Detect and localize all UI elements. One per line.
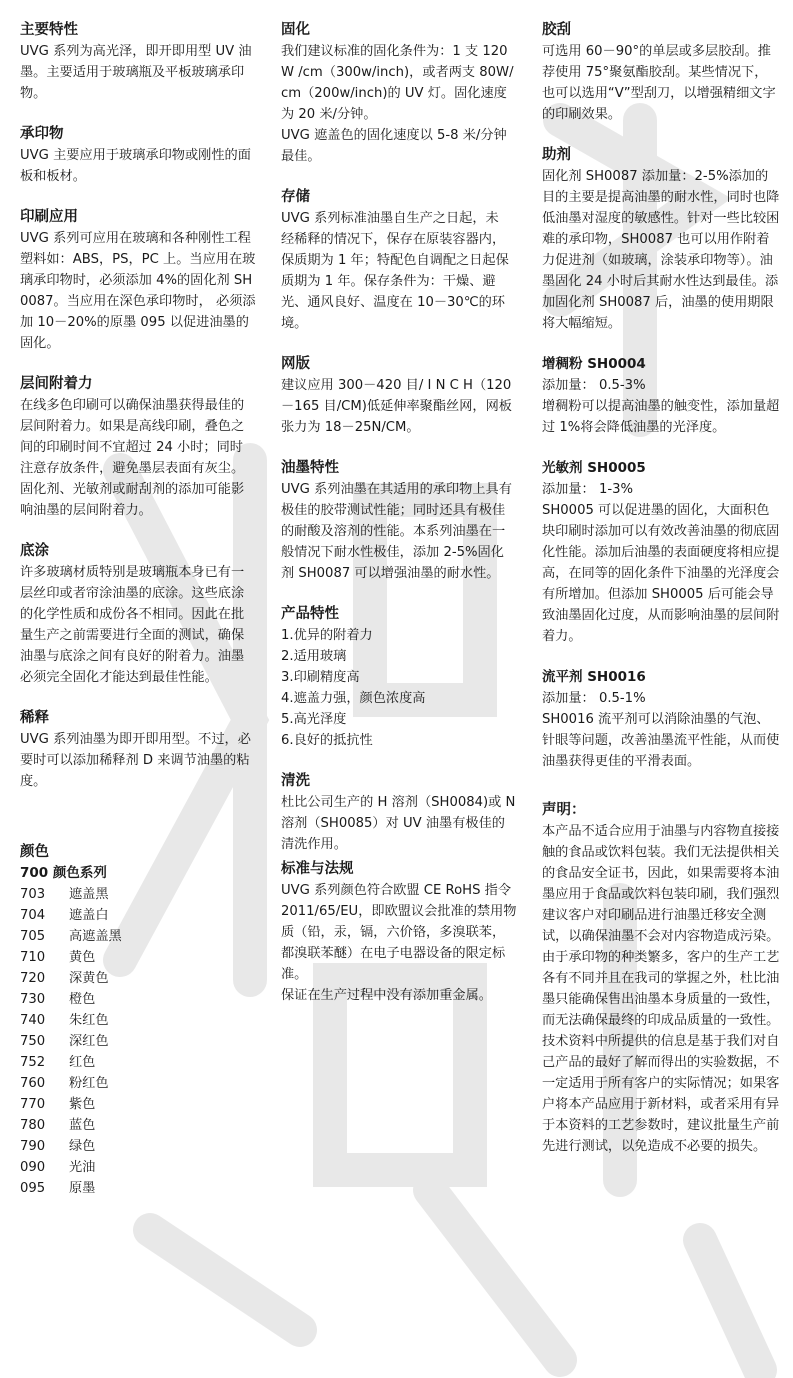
section-text: 由于承印物的种类繁多，客户的生产工艺各有不同并且在我司的掌握之外，杜比油墨只能确保售出油墨本身质量的一致性，而无法确保最终的印成品质量的一致性。技术资料中所提供的信息是基于我们对自己产品的最好了解而得出的实验数据，不一定适用于所有客户的实际情况；如果客户将本产品应用于新材料，或者采用有异于本资料的工艺参数时，建议批量生产前先进行测试，以免造成不必要的损失。: [542, 950, 780, 1154]
section-squeegee: [542, 20, 780, 125]
color-row: [20, 1094, 256, 1115]
section-text: UVG 系列为高光泽，即开即用型 UV 油墨。主要适用于玻璃瓶及平板玻璃承印物。: [20, 44, 252, 101]
section-cleaning: [281, 771, 520, 855]
section-title: 主要特性: [20, 22, 78, 38]
color-name: 深红色: [69, 1034, 109, 1049]
section-title: 助剂: [542, 147, 571, 163]
section-text: UVG 系列颜色符合欧盟 CE RoHS 指令: [281, 883, 512, 898]
color-row: [20, 1157, 256, 1178]
color-code: 770: [20, 1097, 46, 1112]
color-row: [20, 989, 256, 1010]
dosage-text: 添加量： 0.5-1%: [542, 691, 646, 706]
section-substrate: [20, 124, 256, 187]
color-name: 遮盖黑: [69, 887, 109, 902]
section-thickener: [542, 354, 780, 438]
section-title: 稀释: [20, 710, 49, 726]
section-title: 标准与法规: [281, 861, 354, 877]
section-additives: [542, 145, 780, 334]
section-text: 建议应用 300－420 目/ I N C H（120－165 目/CM)低延伸率聚酯丝网，网板张力为 18－25N/CM。: [281, 378, 512, 435]
section-title: 存储: [281, 189, 310, 205]
column-middle: [281, 20, 520, 1026]
color-row: [20, 1073, 256, 1094]
color-row: [20, 1136, 256, 1157]
color-name: 原墨: [69, 1181, 96, 1196]
section-title: 产品特性: [281, 606, 339, 622]
section-title: 胶刮: [542, 22, 571, 38]
color-code: 752: [20, 1055, 46, 1070]
color-series-title: 700 颜色系列: [20, 865, 107, 881]
color-row: [20, 905, 256, 926]
section-colors: [20, 842, 256, 1199]
section-features: [20, 20, 256, 104]
section-title: 印刷应用: [20, 209, 78, 225]
section-adhesion: [20, 374, 256, 521]
color-code: 730: [20, 992, 46, 1007]
section-text: 2011/65/EU，即欧盟议会批准的禁用物质（铅，汞，镉，六价铬，多溴联苯，都溴联苯醚）在电子电器设备的限定标准。: [281, 904, 517, 982]
section-title: 颜色: [20, 844, 49, 860]
section-text: UVG 系列油墨在其适用的承印物上具有极佳的胶带测试性能；同时还具有极佳的耐酸及溶剂的性能。本系列油墨在一般情况下耐水性极佳，添加 2-5%固化剂 SH0087 可以增强油墨的耐水性。: [281, 482, 512, 581]
color-name: 红色: [69, 1055, 96, 1070]
color-name: 光油: [69, 1160, 96, 1175]
dosage-text: 添加量： 1-3%: [542, 482, 634, 497]
color-row: [20, 1052, 256, 1073]
dosage-text: 添加量： 0.5-3%: [542, 378, 646, 393]
color-code: 710: [20, 950, 46, 965]
color-code: 790: [20, 1139, 46, 1154]
section-application: [20, 207, 256, 354]
section-text: SH0016 流平剂可以消除油墨的气泡、针眼等问题，改善油墨流平性能，从而使油墨获得更佳的平滑表面。: [542, 712, 780, 769]
section-text: 我们建议标准的固化条件为：1 支 120W /cm（300w/inch)，或者两支 80W/cm（200w/inch)的 UV 灯。固化速度为 20 米/分钟。: [281, 44, 514, 122]
section-title: 清洗: [281, 773, 310, 789]
section-text: 本产品不适合应用于油墨与内容物直接接触的食品或饮料包装。我们无法提供相关的食品安全证书，因此，如果需要将本油墨应用于食品或饮料包装印刷，我们强烈建议客户对印刷品进行油墨迁移安全测试，以确保油墨不会对内容物造成污染。: [542, 824, 780, 944]
section-text: 许多玻璃材质特别是玻璃瓶本身已有一层丝印或者帘涂油墨的底涂。这些底涂的化学性质和成份各不相同。因此在批量生产之前需要进行全面的测试，确保油墨与底涂之间有良好的附着力。油墨必须完全固化才能达到最佳性能。: [20, 565, 245, 685]
color-row: [20, 1010, 256, 1031]
section-photoinitiator: [542, 458, 780, 647]
section-mesh: [281, 354, 517, 438]
color-name: 绿色: [69, 1139, 96, 1154]
color-code: 720: [20, 971, 46, 986]
color-row: [20, 968, 256, 989]
section-title: 油墨特性: [281, 460, 339, 476]
section-text: UVG 系列油墨为即开即用型。不过，必要时可以添加稀释剂 D 来调节油墨的粘度。: [20, 732, 251, 789]
section-leveling: [542, 667, 780, 772]
section-title: 层间附着力: [20, 376, 93, 392]
color-row: [20, 947, 256, 968]
color-code: 750: [20, 1034, 46, 1049]
column-right: [542, 20, 780, 1177]
color-name: 橙色: [69, 992, 96, 1007]
section-text: UVG 系列标准油墨自生产之日起，未 经稀释的情况下，保存在原装容器内，保质期为 1 年；特配色自调配之日起保质期为 1 年。保存条件为：干燥、避光、通风良好、温度在 10－30℃的环境。: [281, 211, 509, 331]
section-title: 光敏剂 SH0005: [542, 460, 646, 476]
color-name: 朱红色: [69, 1013, 109, 1028]
section-text: 增稠粉可以提高油墨的触变性，添加量超过 1%将会降低油墨的光泽度。: [542, 399, 780, 435]
list-item: 3.印刷精度高: [281, 670, 360, 685]
section-title: 承印物: [20, 126, 64, 142]
color-code: 740: [20, 1013, 46, 1028]
color-name: 深黄色: [69, 971, 109, 986]
color-code: 705: [20, 929, 46, 944]
section-disclaimer: [542, 800, 780, 1157]
section-text: 在线多色印刷可以确保油墨获得最佳的层间附着力。如果是高线印刷，叠色之间的印刷时间不宜超过 24 小时；同时注意存放条件，避免墨层表面有灰尘。固化剂、光敏剂或耐刮剂的添加可能影响油墨的层间附着力。: [20, 398, 245, 518]
section-text: 保证在生产过程中没有添加重金属。: [281, 988, 492, 1003]
color-name: 黄色: [69, 950, 96, 965]
section-text: 杜比公司生产的 H 溶剂（SH0084)或 N 溶剂（SH0085）对 UV 油墨有极佳的清洗作用。: [281, 795, 520, 852]
list-item: 1.优异的附着力: [281, 628, 373, 643]
section-ink-properties: [281, 458, 517, 584]
list-item: 4.遮盖力强，颜色浓度高: [281, 691, 426, 706]
color-row: [20, 926, 256, 947]
section-title: 网版: [281, 356, 310, 372]
list-item: 6.良好的抵抗性: [281, 733, 373, 748]
section-text: 可选用 60－90°的单层或多层胶刮。推荐使用 75°聚氨酯胶刮。某些情况下，也可以选用“V”型刮刀，以增强精细文字的印刷效果。: [542, 44, 776, 122]
color-row: [20, 1115, 256, 1136]
color-code: 090: [20, 1160, 46, 1175]
color-code: 704: [20, 908, 46, 923]
color-code: 703: [20, 887, 46, 902]
section-thinning: [20, 708, 256, 792]
section-text: UVG 系列可应用在玻璃和各种刚性工程塑料如：ABS，PS，PC 上。当应用在玻璃承印物时，必须添加 4%的固化剂 SH0087。当应用在深色承印物时， 必须添加 10－20%的原墨 095 以促进油墨的固化。: [20, 231, 256, 351]
section-title: 流平剂 SH0016: [542, 669, 646, 685]
section-product-properties: [281, 604, 517, 751]
color-name: 遮盖白: [69, 908, 109, 923]
section-curing: [281, 20, 517, 167]
color-code: 095: [20, 1181, 46, 1196]
color-name: 蓝色: [69, 1118, 96, 1133]
section-title: 底涂: [20, 543, 49, 559]
section-standards: [281, 859, 517, 1006]
section-storage: [281, 187, 517, 334]
section-title: 固化: [281, 22, 310, 38]
section-primer: [20, 541, 256, 688]
section-title: 增稠粉 SH0004: [542, 356, 646, 372]
color-row: [20, 1031, 256, 1052]
color-list: [20, 884, 256, 1199]
section-text: 固化剂 SH0087 添加量：2-5%添加的目的主要是提高油墨的耐水性，同时也降低油墨对湿度的敏感性。针对一些比较困难的承印物，SH0087 也可以用作附着力促进剂（如玻璃，涂装承印物等）。油墨固化 24 小时后其耐水性达到最佳。添加固化剂 SH0087 后，油墨的使用期限将大幅缩短。: [542, 169, 780, 331]
section-title: 声明：: [542, 802, 586, 818]
list-item: 5.高光泽度: [281, 712, 347, 727]
column-left: [20, 20, 256, 1219]
color-code: 760: [20, 1076, 46, 1091]
color-name: 高遮盖黑: [69, 929, 122, 944]
color-row: [20, 1178, 256, 1199]
color-name: 粉红色: [69, 1076, 109, 1091]
section-text: UVG 主要应用于玻璃承印物或刚性的面板和板材。: [20, 148, 251, 184]
list-item: 2.适用玻璃: [281, 649, 347, 664]
color-code: 780: [20, 1118, 46, 1133]
section-text: SH0005 可以促进墨的固化，大面积色块印刷时添加可以有效改善油墨的彻底固化性能。添加后油墨的表面硬度将相应提高，在同等的固化条件下油墨的光泽度会有所增加。但添加 SH0005 后可能会导致油墨固化过度，从而影响油墨的层间附着力。: [542, 503, 780, 644]
color-name: 紫色: [69, 1097, 96, 1112]
color-row: [20, 884, 256, 905]
section-text: UVG 遮盖色的固化速度以 5-8 米/分钟最佳。: [281, 128, 507, 164]
